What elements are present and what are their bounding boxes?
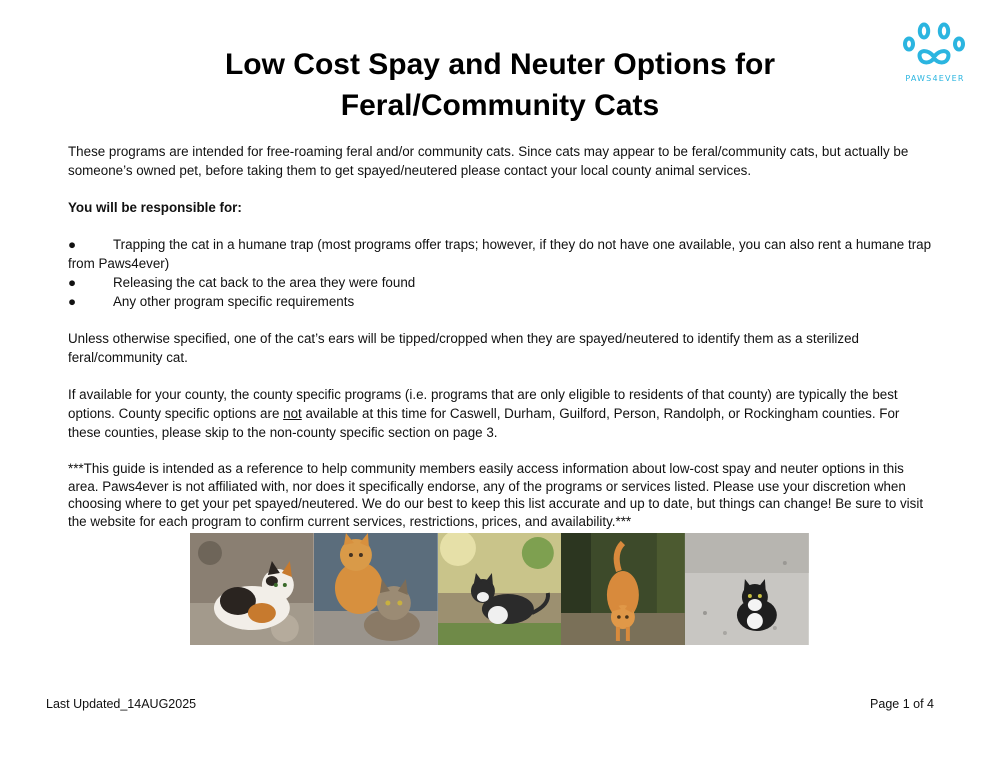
kitten-photo: [685, 533, 809, 645]
orange-cat-photo: [561, 533, 685, 645]
logo-text: PAWS4EVER: [905, 74, 965, 83]
cat-photo-strip: [190, 533, 809, 645]
calico-cat-photo: [190, 533, 314, 645]
responsibilities-list: [68, 235, 934, 311]
tabby-cats-photo: [314, 533, 438, 645]
county-paragraph: If available for your county, the county specific programs (i.e. programs that are only eligible to residents of that county) are typically the best options. County specific options are not available at this time for Caswell, Durham, Guilford, Person, Randolph, or Rockingham counties. For these counties, please skip to the non-county specific section on page 3.: [68, 387, 900, 440]
title-line-2: Feral/Community Cats: [340, 89, 660, 122]
list-item: ● Any other program specific requirements: [68, 294, 355, 309]
bullet-icon: ●: [68, 294, 77, 309]
intro-paragraph: These programs are intended for free-roaming feral and/or community cats. Since cats may appear to be feral/community cats, but actually be someone’s owned pet, before taking them to get spayed/neutered please contact your local county animal services.: [68, 144, 909, 178]
last-updated: Last Updated_14AUG2025: [46, 697, 197, 711]
list-item: ● Releasing the cat back to the area they were found: [68, 275, 416, 290]
ear-tip-paragraph: Unless otherwise specified, one of the cat’s ears will be tipped/cropped when they are spayed/neutered to identify them as a sterilized feral/community cat.: [68, 331, 859, 365]
tuxedo-cat-photo: [438, 533, 562, 645]
page-number: Page 1 of 4: [870, 697, 934, 711]
disclaimer-paragraph: ***This guide is intended as a reference to help community members easily access information about low-cost spay and neuter options in this area. Paws4ever is not affiliated with, nor does it specifically endorse, any of the programs or services listed. Please use your discretion when choosing where to get your pet spayed/neutered. We do our best to keep this list accurate and up to date, but things can change! Be sure to visit the website for each program to confirm current services, restrictions, prices, and availability.***: [68, 461, 924, 529]
list-item: ● Trapping the cat in a humane trap (most programs offer traps; however, if they do not have one available, you can also rent a humane trap from Paws4ever): [68, 237, 932, 271]
title-line-1: Low Cost Spay and Neuter Options for: [224, 48, 776, 81]
emphasis-not: not: [283, 406, 302, 421]
bullet-icon: ●: [68, 237, 77, 252]
responsibilities-heading: You will be responsible for:: [68, 200, 242, 215]
bullet-icon: ●: [68, 275, 77, 290]
page-title: [0, 44, 1000, 126]
document-body: [68, 142, 934, 548]
